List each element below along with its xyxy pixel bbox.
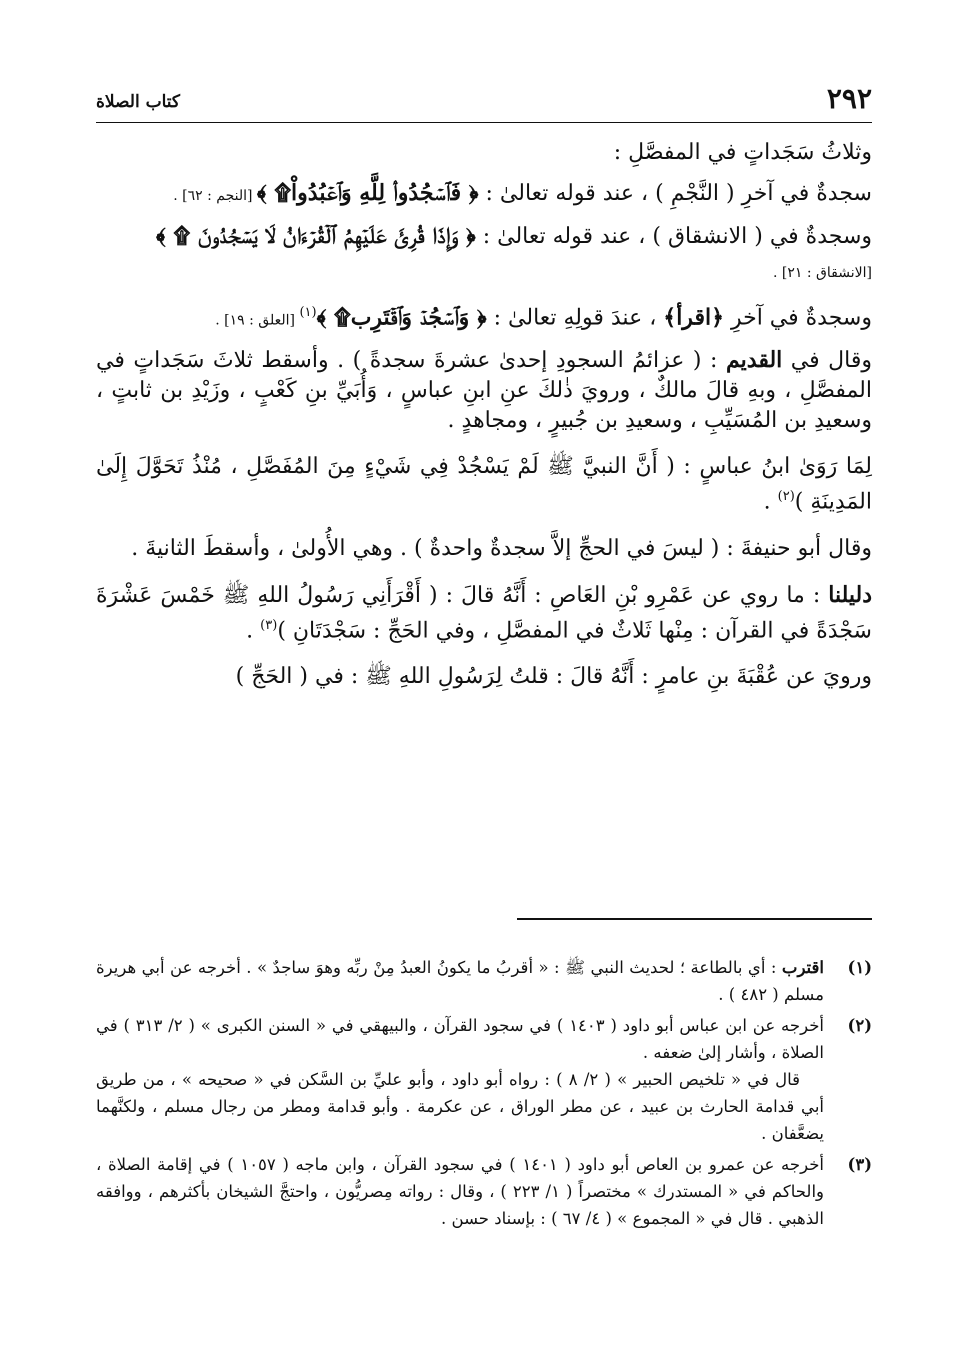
main-text	[96, 138, 872, 708]
footnote-lead-word: اقترب	[781, 958, 824, 977]
footnote-text: أخرجه عن ابن عباس أبو داود ( ١٤٠٣ ) في سجود القرآن ، والبيهقي في « السنن الكبرى » ( ٢/ ٣١٣ ) في الصلاة ، وأشار إلىٰ ضعفه .	[96, 1016, 824, 1062]
abu-hanifa-text: وقال أبو حنيفةَ : ( ليسَ في الحجِّ إلاَّ سجدةٌ واحدةٌ ) . وهي الأُولىٰ ، وأسقطَ الثانيةَ .	[131, 535, 872, 561]
qadim-keyword: القديم	[726, 347, 783, 374]
ibn-abbas-end: .	[763, 489, 778, 515]
footnote-number: (٢)	[847, 1016, 872, 1035]
paragraph-uqba	[96, 662, 872, 692]
footnote-marker-3[interactable]: (٣)	[260, 617, 278, 633]
footnote-number: (٣)	[847, 1155, 872, 1174]
footnote-text: : أي بالطاعة ؛ لحديث النبي ﷺ : « أقربُ ما يكونُ العبدُ مِنْ ربِّه وهوَ ساجدٌ » . أخرجه عن أبي هريرة مسلم ( ٤٨٢ ) .	[96, 958, 824, 1004]
surah-name-iqra: ﴿اقرأ﴾	[663, 304, 724, 331]
alaq-text-2: ، عندَ قولِهِ تعالىٰ :	[486, 305, 664, 331]
footnote-3	[96, 1151, 872, 1232]
verse-reference-inshiqaq: [الانشقاق : ٢١] .	[773, 265, 872, 281]
footnote-marker-1[interactable]: (١)	[299, 305, 317, 320]
footnote-divider	[517, 918, 872, 920]
footnote-text: أخرجه عن عمرو بن العاص أبو داود ( ١٤٠١ ) في سجود القرآن ، وابن ماجه ( ١٠٥٧ ) في إقامة الصلاة ، والحاكم في « المستدرك » مختصراً ( ١/ ٢٢٣ ) ، وقال : رواته مِصريُّون ، واحتجَّ الشيخان بأكثرهم ، ووافقه الذهبي . قال في « المجموع » ( ٤/ ٦٧ ) : بإسناد حسن .	[96, 1155, 824, 1228]
paragraph-inshiqaq-ref	[96, 256, 872, 288]
evidence-text: : ما روي عن عَمْرِو بْنِ العَاصِ : أَنَّهُ قالَ : ( أَقْرَأَنِي رَسُولُ اللهِ ﷺ خَمْسَ عَشْرَةَ سَجْدَةً في القرآن : مِنْها ثَلاثٌ في المفصَّلِ ، وفي الحَجِّ : سَجْدَتَانِ )	[96, 582, 872, 643]
uqba-text: ورويَ عن عُقْبَةَ بنِ عامرٍ : أَنَّهُ قالَ : قلتُ لِرَسُولِ اللهِ ﷺ : في ( الحَجِّ )	[235, 663, 872, 689]
footnote-1	[96, 954, 872, 1008]
evidence-keyword: دليلنا	[828, 581, 873, 608]
najm-text: سجدةٌ في آخرِ ( النَّجْمِ ) ، عند قوله تعالىٰ :	[478, 181, 872, 206]
qadim-text-2: : ( عزائمُ السجودِ إحدىٰ عشرةَ سجدةً ) . وأسقط ثلاثَ سَجَداتٍ في المفصَّلِ ، وبهِ قالَ مالكٌ ، ورويَ ذٰلكَ عنِ ابنِ عباسٍ ، وَأُبَيِّ بنِ كَعْبٍ ، وزَيْدِ بن ثابتٍ ، وسعيدِ بن المُسَيِّبِ ، وسعيدِ بن جُبيرٍ ، ومجاهدٍ .	[96, 348, 872, 434]
paragraph-alaq	[96, 298, 872, 335]
verse-reference-alaq: [العلق : ١٩] .	[215, 312, 300, 329]
qadim-text-1: وقال في	[782, 348, 873, 374]
paragraph-intro	[96, 138, 872, 168]
page-number: ٢٩٢	[826, 82, 872, 115]
paragraph-najm	[96, 178, 872, 211]
footnote-marker-2[interactable]: (٢)	[777, 489, 795, 505]
running-title: كتاب الصلاة	[96, 92, 181, 112]
page-header	[96, 78, 872, 123]
intro-text: وثلاثُ سَجَداتٍ في المفصَّلِ :	[613, 140, 872, 165]
paragraph-abu-hanifa	[96, 534, 872, 564]
paragraph-inshiqaq	[96, 221, 872, 252]
paragraph-qadim	[96, 345, 872, 436]
footnote-text: قال في « تلخيص الحبير » ( ٢/ ٨ ) : رواه أبو داود ، وأبو عليِّ بن السَّكن في « صحيحه » ، من طريق أبي قدامة الحارث بن عبيد ، عن مطر الوراق ، عن عكرمة . وأبو قدامة ومطر من رجال مسلم ، ولكنَّهما يضعَّفان .	[96, 1070, 824, 1143]
footnote-number: (١)	[847, 958, 872, 977]
quran-verse-inshiqaq: ﴿ وَإِذَا قُرِئَ عَلَيۡهِمُ ٱلۡقُرۡءَانُ لَا يَسۡجُدُونَ ۩ ﴾	[156, 223, 476, 249]
footnote-2	[96, 1012, 872, 1147]
footnotes	[96, 954, 872, 1236]
evidence-end: .	[246, 617, 261, 643]
inshiqaq-text: وسجدةٌ في ( الانشقاق ) ، عند قوله تعالىٰ :	[475, 224, 872, 249]
ibn-abbas-text: لِمَا رَوَىٰ ابنُ عباسٍ : ( أَنَّ النبيَّ ﷺ لَمْ يَسْجُدْ فِي شَيْءٍ مِنَ المُفَصَّلِ ، مُنْذُ تَحَوَّلَ إِلَىٰ المَدِينَةِ )	[96, 454, 872, 515]
quran-verse-alaq: ﴿ وَٱسۡجُدۡ وَٱقۡتَرِب۩ ﴾	[316, 304, 487, 331]
quran-verse-najm: ﴿ فَٱسۡجُدُواْۤ لِلَّهِ وَٱعۡبُدُواْ۩ ﴾	[256, 180, 479, 206]
paragraph-ibn-abbas	[96, 452, 872, 517]
paragraph-evidence	[96, 580, 872, 646]
verse-reference-najm: [النجم : ٦٢] .	[173, 188, 257, 204]
alaq-text-1: وسجدةٌ في آخرِ	[723, 305, 872, 331]
